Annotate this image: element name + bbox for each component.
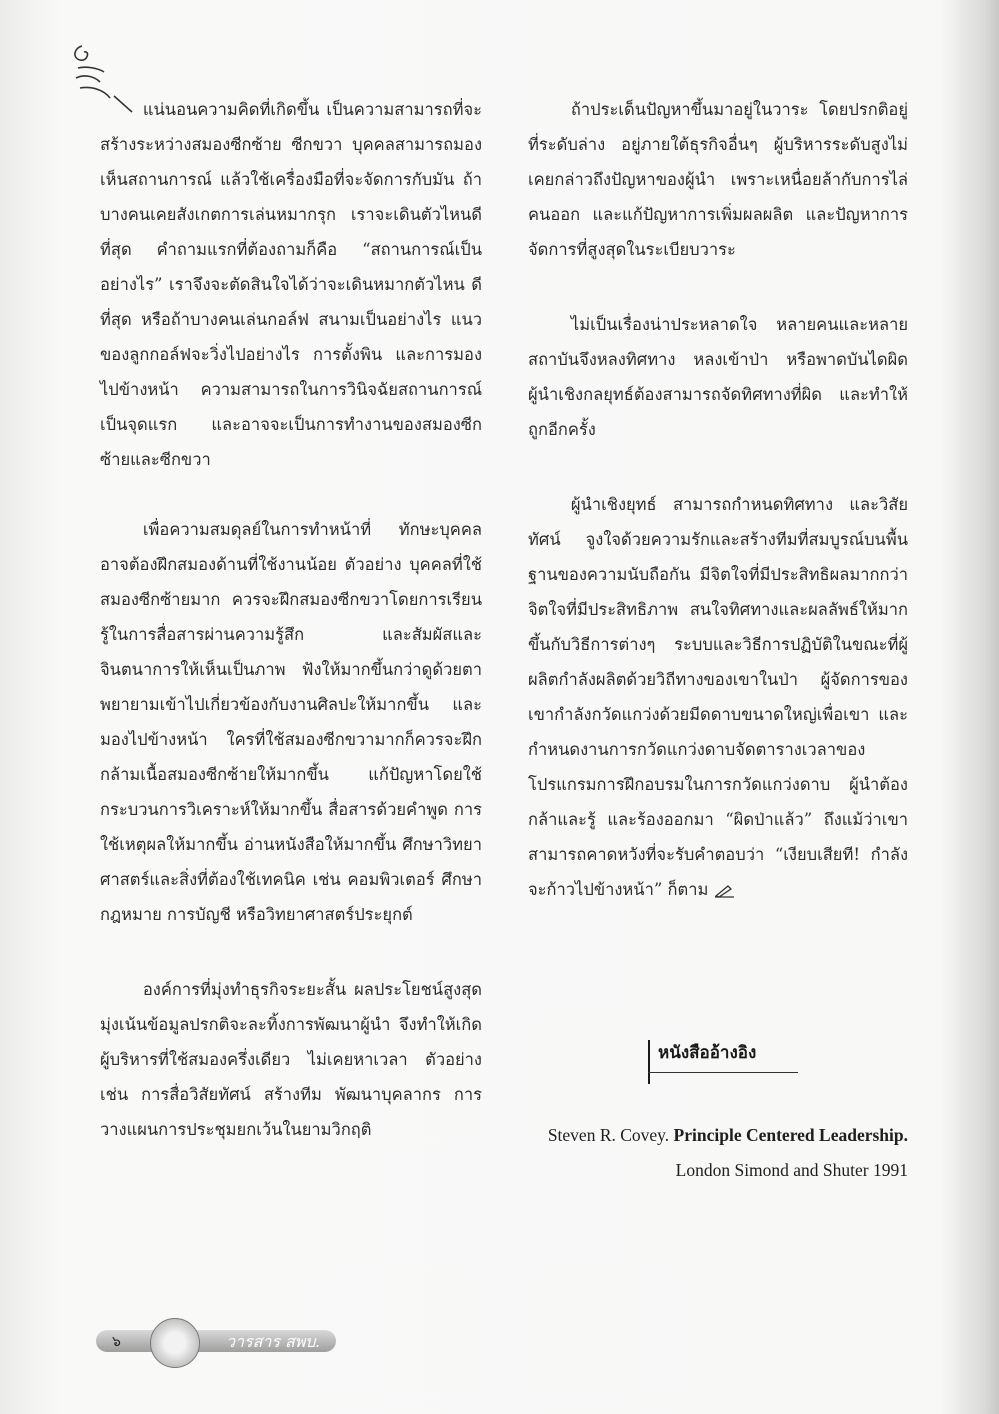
paragraph-text: ผู้นำเชิงยุทธ์ สามารถกำหนดทิศทาง และวิสัยทัศน์ จูงใจด้วยความรักและสร้างทีมที่สมบูรณ์บนพื้นฐานของความนับถือกัน มีจิตใจที่มีประสิทธิผลมากกว่าจิตใจที่มีประสิทธิภาพ สนใจทิศทางและผลลัพธ์ให้มากขึ้นกับวิธีการต่างๆ ระบบและวิธีการปฏิบัติในขณะที่ผู้ผลิตกำลังผลิตด้วยวิถีทางของเขาในป่า ผู้จัดการของเขากำลังกวัดแกว่งด้วยมีดดาบขนาดใหญ่เพื่อเขา และกำหนดงานการกวัดแกว่งดาบจัดตารางเวลาของโปรแกรมการฝึกอบรมในการกวัดแกว่งดาบ ผู้นำต้องกล้าและรู้ และร้องออกมา “ผิดป่าแล้ว” ถึงแม้ว่าเขาสามารถคาดหวังที่จะรับคำตอบว่า “เงียบเสียที! กำลังจะก้าวไปข้างหน้า” ก็ตาม (528, 495, 908, 899)
magazine-title: วารสาร สพบ. (226, 1332, 321, 1351)
heading-underline (648, 1072, 798, 1073)
page-number: ๖ (112, 1334, 121, 1350)
references-heading: หนังสืออ้างอิง (648, 1040, 756, 1066)
paragraph (528, 487, 908, 907)
reference-publisher: London Simond and Shuter 1991 (675, 1160, 908, 1180)
paragraph: แน่นอนความคิดที่เกิดขึ้น เป็นความสามารถที่จะสร้างระหว่างสมองซีกซ้าย ซีกขวา บุคคลสามารถมองเห็นสถานการณ์ แล้วใช้เครื่องมือที่จะจัดการกับมัน ถ้าบางคนเคยสังเกตการเล่นหมากรุก เราจะเดินตัวไหนดีที่สุด คำถามแรกที่ต้องถามก็คือ “สถานการณ์เป็นอย่างไร” เราจึงจะตัดสินใจได้ว่าจะเดินหมากตัวไหน ดีที่สุด หรือถ้าบางคนเล่นกอล์ฟ สนามเป็นอย่างไร แนวของลูกกอล์ฟจะวิ่งไปอย่างไร การตั้งพิน และการมองไปข้างหน้า ความสามารถในการวินิจฉัยสถานการณ์เป็นจุดแรก และอาจจะเป็นการทำงานของสมองซีกซ้ายและซีกขวา (100, 100, 482, 469)
page-footer (96, 1318, 336, 1362)
reference-entry (528, 1118, 908, 1188)
reference-author: Steven R. Covey. (547, 1125, 670, 1145)
organization-seal-icon (150, 1318, 200, 1368)
pen-writing-icon (714, 884, 736, 898)
paragraph: เพื่อความสมดุลย์ในการทำหน้าที่ ทักษะบุคคลอาจต้องฝึกสมองด้านที่ใช้งานน้อย ตัวอย่าง บุคคลที่ใช้สมองซีกซ้ายมาก ควรจะฝึกสมองซีกขวาโดยการเรียนรู้ในการสื่อสารผ่านความรู้สึก และสัมผัสและจินตนาการให้เห็นเป็นภาพ ฟังให้มากขึ้นกว่าดูด้วยตา พยายามเข้าไปเกี่ยวข้องกับงานศิลปะให้มากขึ้น และมองไปข้างหน้า ใครที่ใช้สมองซีกขวามากก็ควรจะฝึกกล้ามเนื้อสมองซีกซ้ายให้มากขึ้น แก้ปัญหาโดยใช้กระบวนการวิเคราะห์ให้มากขึ้น สื่อสารด้วยคำพูด การใช้เหตุผลให้มากขึ้น อ่านหนังสือให้มากขึ้น ศึกษาวิทยาศาสตร์และสิ่งที่ต้องใช้เทคนิค เช่น คอมพิวเตอร์ ศึกษากฎหมาย การบัญชี หรือวิทยาศาสตร์ประยุกต์ (100, 520, 482, 924)
right-column (528, 92, 908, 907)
paragraph: ไม่เป็นเรื่องน่าประหลาดใจ หลายคนและหลายสถาบันจึงหลงทิศทาง หลงเข้าป่า หรือพาดบันไดผิด ผู้นำเชิงกลยุทธ์ต้องสามารถจัดทิศทางที่ผิด และทำให้ถูกอีกครั้ง (528, 315, 908, 439)
left-column (100, 92, 482, 1147)
paragraph: องค์การที่มุ่งทำธุรกิจระยะสั้น ผลประโยชน์สูงสุด มุ่งเน้นข้อมูลปรกติจะละทิ้งการพัฒนาผู้นำ จึงทำให้เกิดผู้บริหารที่ใช้สมองครึ่งเดียว ไม่เคยหาเวลา ตัวอย่างเช่น การสื่อวิสัยทัศน์ สร้างทีม พัฒนาบุคลากร การวางแผนการประชุมยกเว้นในยามวิกฤติ (100, 980, 482, 1139)
reference-title: Principle Centered Leadership. (673, 1125, 908, 1145)
paragraph: ถ้าประเด็นปัญหาขึ้นมาอยู่ในวาระ โดยปรกติอยู่ที่ระดับล่าง อยู่ภายใต้ธุรกิจอื่นๆ ผู้บริหารระดับสูงไม่เคยกล่าวถึงปัญหาของผู้นำ เพราะเหนื่อยล้ากับการไล่คนออก และแก้ปัญหาการเพิ่มผลผลิต และปัญหาการจัดการที่สูงสุดในระเบียบวาระ (528, 100, 908, 259)
